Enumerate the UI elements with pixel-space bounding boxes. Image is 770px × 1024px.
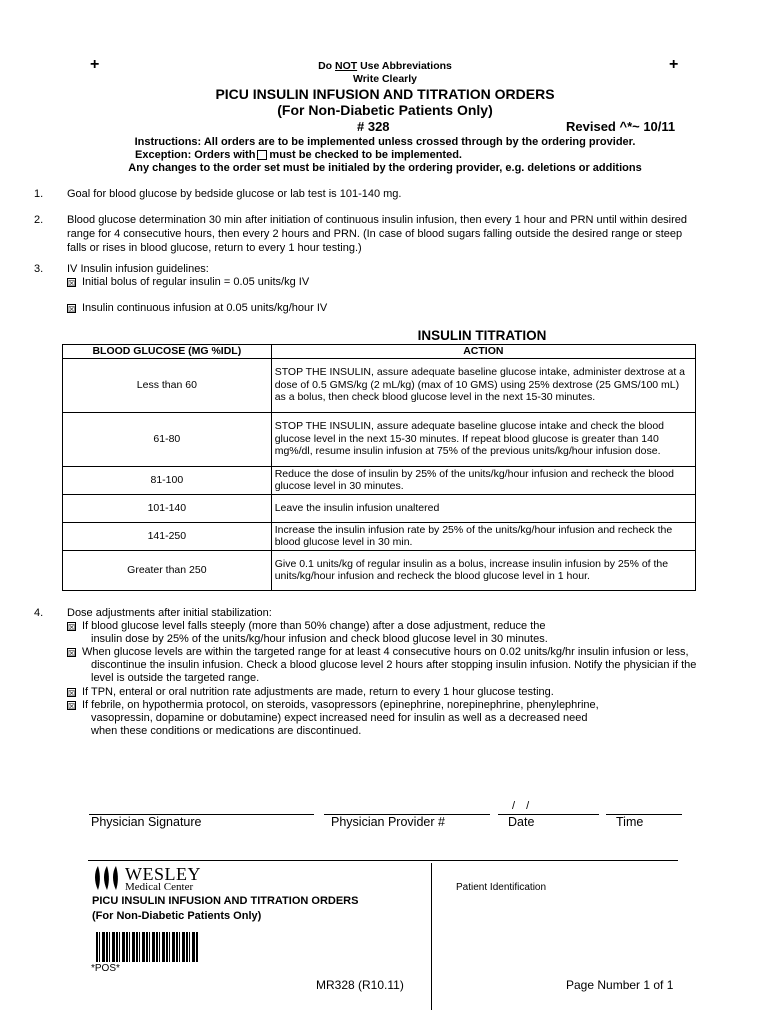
footer-subtitle: (For Non-Diabetic Patients Only) bbox=[92, 910, 262, 922]
instructions: Instructions: All orders are to be implemented unless crossed through by the ordering provider. bbox=[134, 136, 636, 148]
table-row bbox=[63, 550, 696, 590]
order-continuous-infusion[interactable]: ☒ Insulin continuous infusion at 0.05 units/kg/hour IV bbox=[68, 302, 328, 314]
order-febrile-cont: vasopressin, dopamine or dobutamine) expect increased need for insulin as well as a decreased need bbox=[91, 712, 588, 724]
order-steep-fall-cont: insulin dose by 25% of the units/kg/hour infusion and check blood glucose level in 30 minutes. bbox=[91, 633, 548, 645]
logo-name: WESLEY bbox=[125, 864, 201, 884]
glucose-determination-line: range for 4 consecutive hours, then every 2 hours and PRN. (In case of blood sugars falling outside the desired range or steep bbox=[67, 228, 683, 240]
action-text: STOP THE INSULIN, assure adequate baseline glucose intake, administer dextrose at a dose of 0.5 GMS/kg (2 mL/kg) (max of 10 GMS) using 25% dextrose (25 GMS/100 mL) as a bolus, then check blood glucose level in the next 15-30 minutes. bbox=[271, 358, 695, 412]
form-number: # 328 bbox=[357, 119, 390, 134]
glucose-range: Greater than 250 bbox=[63, 550, 272, 590]
glucose-range: 101-140 bbox=[63, 494, 272, 522]
infusion-guidelines-title: IV Insulin infusion guidelines: bbox=[67, 263, 209, 275]
checked-box-icon[interactable]: ☒ bbox=[68, 688, 76, 698]
form-code: MR328 (R10.11) bbox=[316, 978, 404, 992]
order-bolus[interactable]: ☒ Initial bolus of regular insulin = 0.05 units/kg IV bbox=[68, 276, 310, 288]
titration-heading: INSULIN TITRATION bbox=[417, 328, 547, 343]
order-discontinue-cont: level is outside the targeted range. bbox=[91, 672, 260, 684]
checked-box-icon[interactable]: ☒ bbox=[68, 622, 76, 632]
page-subtitle: (For Non-Diabetic Patients Only) bbox=[277, 102, 493, 118]
action-text: Reduce the dose of insulin by 25% of the units/kg/hour infusion and recheck the blood glucose level in 30 minutes. bbox=[271, 466, 695, 494]
wesley-logo-icon bbox=[92, 864, 124, 892]
checked-box-icon[interactable]: ☒ bbox=[68, 304, 76, 314]
footer-vertical-divider bbox=[431, 863, 432, 1010]
item-number: 1. bbox=[34, 188, 44, 200]
item-number: 4. bbox=[34, 607, 44, 619]
plus-mark-left: + bbox=[90, 56, 100, 73]
titration-table bbox=[62, 344, 696, 591]
physician-signature-label: Physician Signature bbox=[91, 815, 202, 829]
date-slashes: / / bbox=[512, 800, 530, 812]
glucose-range: 81-100 bbox=[63, 466, 272, 494]
footer-title: PICU INSULIN INFUSION AND TITRATION ORDERS bbox=[92, 895, 359, 907]
item-number: 2. bbox=[34, 214, 44, 226]
order-discontinue-cont: discontinue the insulin infusion. Check a blood glucose level 2 hours after stopping insulin infusion. Notify the physician if the bbox=[91, 659, 697, 671]
table-row bbox=[63, 466, 696, 494]
checkbox-icon bbox=[257, 150, 267, 160]
glucose-range: 61-80 bbox=[63, 412, 272, 466]
checked-box-icon[interactable]: ☒ bbox=[68, 278, 76, 288]
table-row bbox=[63, 358, 696, 412]
glucose-determination-line: falls or rises in blood glucose, return to every 1 hour testing.) bbox=[67, 242, 362, 254]
page-number: Page Number 1 of 1 bbox=[566, 978, 674, 992]
glucose-range: Less than 60 bbox=[63, 358, 272, 412]
glucose-determination-line: Blood glucose determination 30 min after initiation of continuous insulin infusion, then every 1 hour and PRN until within desired bbox=[67, 214, 688, 226]
action-text: STOP THE INSULIN, assure adequate baseline glucose intake and check the blood glucose level in the next 15-30 minutes. If repeat blood glucose is greater than 140 mg%/dl, resume insulin infusion at 75% of the previous units/kg/hour infusion dose. bbox=[271, 412, 695, 466]
table-header-row bbox=[63, 345, 696, 359]
order-discontinue[interactable]: ☒ When glucose levels are within the targeted range for at least 4 consecutive hours on 0.02 units/kg/hr insulin infusion or less, bbox=[68, 646, 689, 658]
changes-note: Any changes to the order set must be initialed by the ordering provider, e.g. deletions or additions bbox=[128, 162, 642, 174]
glucose-range: 141-250 bbox=[63, 522, 272, 550]
table-row bbox=[63, 522, 696, 550]
table-row bbox=[63, 494, 696, 522]
page-title: PICU INSULIN INFUSION AND TITRATION ORDERS bbox=[215, 86, 555, 102]
checked-box-icon[interactable]: ☒ bbox=[68, 648, 76, 658]
action-text: Leave the insulin infusion unaltered bbox=[271, 494, 695, 522]
item-number: 3. bbox=[34, 263, 44, 275]
patient-identification: Patient Identification bbox=[456, 882, 547, 893]
plus-mark-right: + bbox=[669, 56, 679, 73]
date-label: Date bbox=[508, 815, 535, 829]
order-steep-fall[interactable]: ☒ If blood glucose level falls steeply (more than 50% change) after a dose adjustment, reduce the bbox=[68, 620, 546, 632]
footer-divider bbox=[88, 860, 678, 861]
exception-note: Exception: Orders with must be checked to be implemented. bbox=[135, 149, 462, 161]
order-tpn[interactable]: ☒ If TPN, enteral or oral nutrition rate adjustments are made, return to every 1 hour glucose testing. bbox=[68, 686, 554, 698]
write-clearly: Write Clearly bbox=[353, 73, 417, 85]
order-febrile[interactable]: ☒ If febrile, on hypothermia protocol, on steroids, vasopressors (epinephrine, norepinephrine, phenylephrine, bbox=[68, 699, 599, 711]
column-header-glucose: BLOOD GLUCOSE (MG %IDL) bbox=[63, 345, 272, 359]
revised-date: Revised ^*~ 10/11 bbox=[566, 119, 676, 134]
dose-adjustments-title: Dose adjustments after initial stabilization: bbox=[67, 607, 272, 619]
action-text: Give 0.1 units/kg of regular insulin as a bolus, increase insulin infusion by 25% of the units/kg/hour infusion and recheck the blood glucose level in 1 hour. bbox=[271, 550, 695, 590]
abbreviation-notice: Do NOT Use Abbreviations bbox=[318, 60, 452, 72]
pos-label: *POS* bbox=[91, 963, 120, 974]
logo-subtitle: Medical Center bbox=[125, 881, 194, 893]
provider-number-label: Physician Provider # bbox=[331, 815, 445, 829]
time-label: Time bbox=[616, 815, 644, 829]
action-text: Increase the insulin infusion rate by 25% of the units/kg/hour infusion and recheck the blood glucose level in 30 min. bbox=[271, 522, 695, 550]
order-febrile-cont: when these conditions or medications are discontinued. bbox=[91, 725, 362, 737]
table-row bbox=[63, 412, 696, 466]
goal-text: Goal for blood glucose by bedside glucose or lab test is 101-140 mg. bbox=[67, 188, 402, 200]
barcode bbox=[96, 932, 198, 962]
checked-box-icon[interactable]: ☒ bbox=[68, 701, 76, 711]
column-header-action: ACTION bbox=[271, 345, 695, 359]
